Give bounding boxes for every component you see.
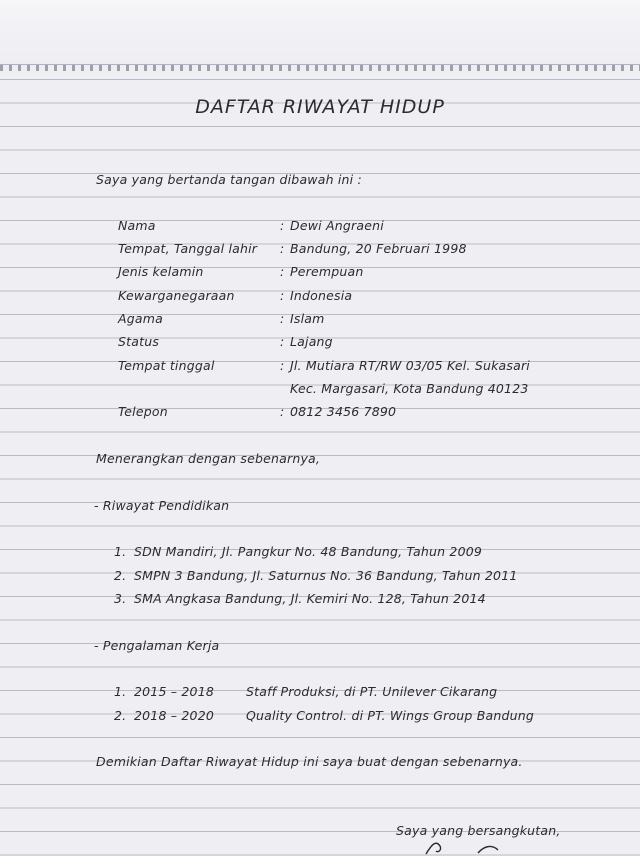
education-item: SMA Angkasa Bandung, Jl. Kemiri No. 128, Tahun 2014 xyxy=(134,591,486,606)
closing-text: Demikian Daftar Riwayat Hidup ini saya buat dengan sebenarnya. xyxy=(96,754,523,769)
education-heading: - Riwayat Pendidikan xyxy=(94,498,230,513)
label-telepon: Telepon xyxy=(118,404,168,419)
separator: : xyxy=(280,334,285,349)
value-nama: Dewi Angraeni xyxy=(290,218,384,233)
label-ttl: Tempat, Tanggal lahir xyxy=(118,241,258,256)
work-period: 2015 – 2018 xyxy=(134,684,215,699)
list-item-number: 2. xyxy=(114,708,127,723)
list-item-number: 1. xyxy=(114,544,127,559)
signoff-text: Saya yang bersangkutan, xyxy=(396,823,561,838)
separator: : xyxy=(280,358,285,373)
value-kewarganegaraan: Indonesia xyxy=(290,288,353,303)
list-item-number: 2. xyxy=(114,568,127,583)
label-agama: Agama xyxy=(118,311,163,326)
notebook-perforation xyxy=(0,64,640,71)
list-item-number: 3. xyxy=(114,591,127,606)
value-tempat-tinggal-line2: Kec. Margasari, Kota Bandung 40123 xyxy=(290,381,529,396)
work-period: 2018 – 2020 xyxy=(134,708,215,723)
separator: : xyxy=(280,404,285,419)
label-status: Status xyxy=(118,334,160,349)
label-jenis-kelamin: Jenis kelamin xyxy=(118,264,204,279)
paper-top-margin xyxy=(0,0,640,66)
value-telepon: 0812 3456 7890 xyxy=(290,404,397,419)
label-nama: Nama xyxy=(118,218,156,233)
work-description: Staff Produksi, di PT. Unilever Cikarang xyxy=(246,684,498,699)
signature-mark xyxy=(418,836,508,856)
education-item: SMPN 3 Bandung, Jl. Saturnus No. 36 Bandung, Tahun 2011 xyxy=(134,568,518,583)
label-kewarganegaraan: Kewarganegaraan xyxy=(118,288,235,303)
label-tempat-tinggal: Tempat tinggal xyxy=(118,358,215,373)
separator: : xyxy=(280,218,285,233)
intro-text: Saya yang bertanda tangan dibawah ini : xyxy=(96,172,362,187)
separator: : xyxy=(280,264,285,279)
value-ttl: Bandung, 20 Februari 1998 xyxy=(290,241,467,256)
work-heading: - Pengalaman Kerja xyxy=(94,638,220,653)
separator: : xyxy=(280,288,285,303)
document-title: DAFTAR RIWAYAT HIDUP xyxy=(195,96,445,118)
list-item-number: 1. xyxy=(114,684,127,699)
value-jenis-kelamin: Perempuan xyxy=(290,264,364,279)
work-description: Quality Control. di PT. Wings Group Bandung xyxy=(246,708,535,723)
education-item: SDN Mandiri, Jl. Pangkur No. 48 Bandung, Tahun 2009 xyxy=(134,544,483,559)
value-status: Lajang xyxy=(290,334,333,349)
value-tempat-tinggal-line1: Jl. Mutiara RT/RW 03/05 Kel. Sukasari xyxy=(290,358,530,373)
separator: : xyxy=(280,241,285,256)
separator: : xyxy=(280,311,285,326)
value-agama: Islam xyxy=(290,311,325,326)
statement-text: Menerangkan dengan sebenarnya, xyxy=(96,451,321,466)
